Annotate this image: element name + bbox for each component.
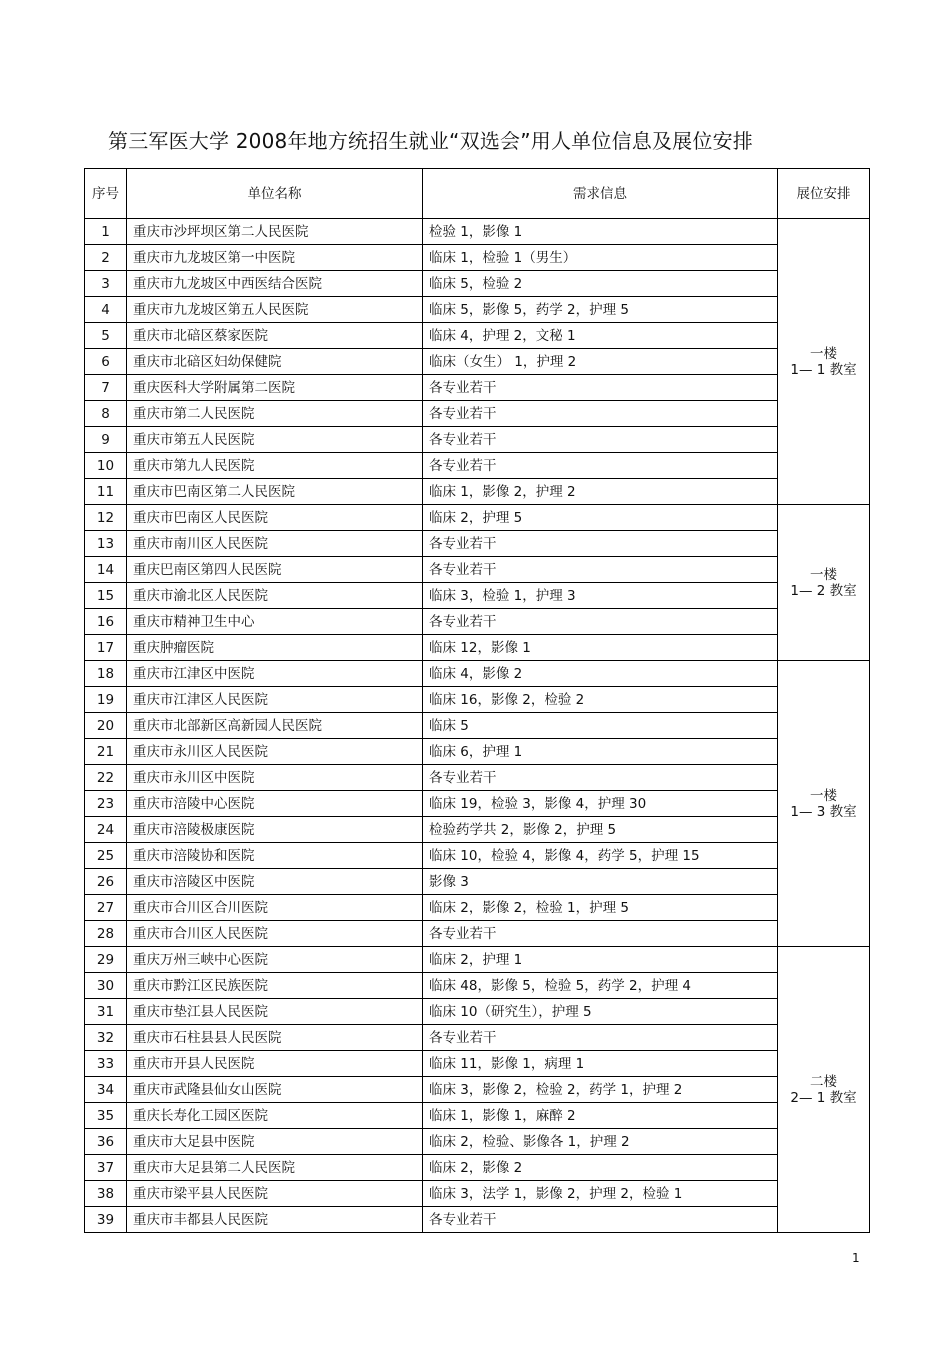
unit-name-cell: 重庆市北部新区高新园人民医院 — [127, 713, 423, 739]
unit-name-cell: 重庆肿瘤医院 — [127, 635, 423, 661]
table-row — [85, 635, 870, 661]
serial-number-cell: 8 — [85, 401, 127, 427]
table-row — [85, 973, 870, 999]
unit-name-cell: 重庆市永川区中医院 — [127, 765, 423, 791]
unit-name-cell: 重庆市石柱县县人民医院 — [127, 1025, 423, 1051]
table-row — [85, 739, 870, 765]
unit-name-cell: 重庆巴南区第四人民医院 — [127, 557, 423, 583]
serial-number-cell: 19 — [85, 687, 127, 713]
header-serial-number: 序号 — [85, 169, 127, 219]
unit-name-cell: 重庆长寿化工园区医院 — [127, 1103, 423, 1129]
unit-name-cell: 重庆市涪陵协和医院 — [127, 843, 423, 869]
demand-info-cell: 各专业若干 — [423, 921, 778, 947]
table-row — [85, 1077, 870, 1103]
table-row — [85, 1181, 870, 1207]
demand-info-cell: 临床 3，影像 2，检验 2，药学 1，护理 2 — [423, 1077, 778, 1103]
table-row — [85, 349, 870, 375]
unit-name-cell: 重庆市北碚区妇幼保健院 — [127, 349, 423, 375]
demand-info-cell: 临床 1，检验 1（男生） — [423, 245, 778, 271]
serial-number-cell: 29 — [85, 947, 127, 973]
demand-info-cell: 各专业若干 — [423, 609, 778, 635]
table-row — [85, 843, 870, 869]
unit-name-cell: 重庆市巴南区第二人民医院 — [127, 479, 423, 505]
table-row — [85, 947, 870, 973]
unit-name-cell: 重庆万州三峡中心医院 — [127, 947, 423, 973]
unit-name-cell: 重庆市沙坪坝区第二人民医院 — [127, 219, 423, 245]
table-row — [85, 583, 870, 609]
table-row — [85, 245, 870, 271]
table-row — [85, 791, 870, 817]
table-row — [85, 531, 870, 557]
table-row — [85, 323, 870, 349]
unit-name-cell: 重庆市巴南区人民医院 — [127, 505, 423, 531]
unit-name-cell: 重庆市开县人民医院 — [127, 1051, 423, 1077]
table-row — [85, 1025, 870, 1051]
unit-name-cell: 重庆市梁平县人民医院 — [127, 1181, 423, 1207]
demand-info-cell: 各专业若干 — [423, 557, 778, 583]
booth-room: 1— 3 教室 — [790, 803, 857, 820]
unit-name-cell: 重庆市大足县第二人民医院 — [127, 1155, 423, 1181]
demand-info-cell: 各专业若干 — [423, 375, 778, 401]
table-row — [85, 219, 870, 245]
demand-info-cell: 临床 2，影像 2，检验 1，护理 5 — [423, 895, 778, 921]
booth-room: 1— 1 教室 — [790, 361, 857, 378]
header-booth: 展位安排 — [778, 169, 870, 219]
table-row — [85, 1155, 870, 1181]
demand-info-cell: 临床 11，影像 1，病理 1 — [423, 1051, 778, 1077]
demand-info-cell: 临床 2，检验、影像各 1，护理 2 — [423, 1129, 778, 1155]
booth-room: 1— 2 教室 — [790, 582, 857, 599]
unit-name-cell: 重庆市精神卫生中心 — [127, 609, 423, 635]
serial-number-cell: 18 — [85, 661, 127, 687]
demand-info-cell: 影像 3 — [423, 869, 778, 895]
table-row — [85, 557, 870, 583]
table-row — [85, 453, 870, 479]
booth-cell — [778, 219, 870, 505]
serial-number-cell: 37 — [85, 1155, 127, 1181]
unit-name-cell: 重庆医科大学附属第二医院 — [127, 375, 423, 401]
demand-info-cell: 临床 6，护理 1 — [423, 739, 778, 765]
unit-name-cell: 重庆市九龙坡区第一中医院 — [127, 245, 423, 271]
table-row — [85, 687, 870, 713]
serial-number-cell: 24 — [85, 817, 127, 843]
demand-info-cell: 各专业若干 — [423, 1025, 778, 1051]
table-header-row — [85, 169, 870, 219]
serial-number-cell: 35 — [85, 1103, 127, 1129]
unit-name-cell: 重庆市渝北区人民医院 — [127, 583, 423, 609]
unit-name-cell: 重庆市合川区合川医院 — [127, 895, 423, 921]
booth-floor: 二楼 — [810, 1073, 837, 1090]
serial-number-cell: 2 — [85, 245, 127, 271]
table-row — [85, 271, 870, 297]
table-row — [85, 1129, 870, 1155]
booth-cell — [778, 505, 870, 661]
demand-info-cell: 临床 16，影像 2，检验 2 — [423, 687, 778, 713]
table-row — [85, 1207, 870, 1233]
unit-name-cell: 重庆市大足县中医院 — [127, 1129, 423, 1155]
serial-number-cell: 11 — [85, 479, 127, 505]
demand-info-cell: 临床 1，影像 2，护理 2 — [423, 479, 778, 505]
unit-name-cell: 重庆市涪陵极康医院 — [127, 817, 423, 843]
serial-number-cell: 39 — [85, 1207, 127, 1233]
unit-name-cell: 重庆市永川区人民医院 — [127, 739, 423, 765]
table-row — [85, 713, 870, 739]
unit-name-cell: 重庆市黔江区民族医院 — [127, 973, 423, 999]
unit-name-cell: 重庆市合川区人民医院 — [127, 921, 423, 947]
demand-info-cell: 临床 3，法学 1，影像 2，护理 2，检验 1 — [423, 1181, 778, 1207]
unit-name-cell: 重庆市垫江县人民医院 — [127, 999, 423, 1025]
booth-floor: 一楼 — [810, 345, 837, 362]
table-row — [85, 505, 870, 531]
table-row — [85, 869, 870, 895]
employer-table — [84, 168, 870, 1233]
demand-info-cell: 临床 19，检验 3，影像 4，护理 30 — [423, 791, 778, 817]
demand-info-cell: 检验 1，影像 1 — [423, 219, 778, 245]
serial-number-cell: 25 — [85, 843, 127, 869]
serial-number-cell: 7 — [85, 375, 127, 401]
unit-name-cell: 重庆市涪陵中心医院 — [127, 791, 423, 817]
unit-name-cell: 重庆市涪陵区中医院 — [127, 869, 423, 895]
table-row — [85, 1051, 870, 1077]
demand-info-cell: 临床 4，影像 2 — [423, 661, 778, 687]
serial-number-cell: 30 — [85, 973, 127, 999]
demand-info-cell: 临床 48，影像 5，检验 5，药学 2，护理 4 — [423, 973, 778, 999]
serial-number-cell: 26 — [85, 869, 127, 895]
serial-number-cell: 9 — [85, 427, 127, 453]
serial-number-cell: 3 — [85, 271, 127, 297]
unit-name-cell: 重庆市第九人民医院 — [127, 453, 423, 479]
demand-info-cell: 临床 5，检验 2 — [423, 271, 778, 297]
demand-info-cell: 临床 5 — [423, 713, 778, 739]
demand-info-cell: 临床 1，影像 1，麻醉 2 — [423, 1103, 778, 1129]
table-row — [85, 1103, 870, 1129]
table-row — [85, 297, 870, 323]
table-row — [85, 765, 870, 791]
booth-cell — [778, 947, 870, 1233]
demand-info-cell: 临床 10（研究生），护理 5 — [423, 999, 778, 1025]
unit-name-cell: 重庆市北碚区蔡家医院 — [127, 323, 423, 349]
demand-info-cell: 各专业若干 — [423, 427, 778, 453]
demand-info-cell: 临床 3，检验 1，护理 3 — [423, 583, 778, 609]
demand-info-cell: 各专业若干 — [423, 453, 778, 479]
unit-name-cell: 重庆市江津区人民医院 — [127, 687, 423, 713]
demand-info-cell: 临床 10，检验 4，影像 4，药学 5，护理 15 — [423, 843, 778, 869]
serial-number-cell: 10 — [85, 453, 127, 479]
serial-number-cell: 27 — [85, 895, 127, 921]
serial-number-cell: 15 — [85, 583, 127, 609]
demand-info-cell: 临床 5，影像 5，药学 2，护理 5 — [423, 297, 778, 323]
serial-number-cell: 5 — [85, 323, 127, 349]
unit-name-cell: 重庆市第二人民医院 — [127, 401, 423, 427]
serial-number-cell: 6 — [85, 349, 127, 375]
table-row — [85, 817, 870, 843]
serial-number-cell: 32 — [85, 1025, 127, 1051]
demand-info-cell: 各专业若干 — [423, 531, 778, 557]
demand-info-cell: 检验药学共 2，影像 2，护理 5 — [423, 817, 778, 843]
unit-name-cell: 重庆市江津区中医院 — [127, 661, 423, 687]
serial-number-cell: 28 — [85, 921, 127, 947]
demand-info-cell: 临床 2，护理 5 — [423, 505, 778, 531]
demand-info-cell: 临床 2，影像 2 — [423, 1155, 778, 1181]
table-row — [85, 609, 870, 635]
demand-info-cell: 临床 4，护理 2，文秘 1 — [423, 323, 778, 349]
demand-info-cell: 各专业若干 — [423, 765, 778, 791]
serial-number-cell: 17 — [85, 635, 127, 661]
demand-info-cell: 各专业若干 — [423, 401, 778, 427]
table-row — [85, 375, 870, 401]
serial-number-cell: 38 — [85, 1181, 127, 1207]
document-title: 第三军医大学 2008年地方统招生就业“双选会”用人单位信息及展位安排 — [108, 129, 753, 153]
demand-info-cell: 临床 12，影像 1 — [423, 635, 778, 661]
serial-number-cell: 36 — [85, 1129, 127, 1155]
booth-cell — [778, 661, 870, 947]
table-row — [85, 661, 870, 687]
booth-floor: 一楼 — [810, 566, 837, 583]
booth-floor: 一楼 — [810, 787, 837, 804]
header-unit-name: 单位名称 — [127, 169, 423, 219]
table-row — [85, 999, 870, 1025]
serial-number-cell: 23 — [85, 791, 127, 817]
table-row — [85, 895, 870, 921]
serial-number-cell: 34 — [85, 1077, 127, 1103]
serial-number-cell: 1 — [85, 219, 127, 245]
serial-number-cell: 20 — [85, 713, 127, 739]
table-row — [85, 479, 870, 505]
serial-number-cell: 12 — [85, 505, 127, 531]
unit-name-cell: 重庆市九龙坡区中西医结合医院 — [127, 271, 423, 297]
table-row — [85, 921, 870, 947]
unit-name-cell: 重庆市丰都县人民医院 — [127, 1207, 423, 1233]
table-row — [85, 401, 870, 427]
header-demand-info: 需求信息 — [423, 169, 778, 219]
serial-number-cell: 4 — [85, 297, 127, 323]
serial-number-cell: 14 — [85, 557, 127, 583]
table-body — [85, 219, 870, 1233]
serial-number-cell: 16 — [85, 609, 127, 635]
booth-room: 2— 1 教室 — [790, 1089, 857, 1106]
serial-number-cell: 21 — [85, 739, 127, 765]
serial-number-cell: 22 — [85, 765, 127, 791]
page-number: 1 — [852, 1251, 860, 1265]
serial-number-cell: 13 — [85, 531, 127, 557]
demand-info-cell: 临床（女生） 1，护理 2 — [423, 349, 778, 375]
unit-name-cell: 重庆市武隆县仙女山医院 — [127, 1077, 423, 1103]
unit-name-cell: 重庆市南川区人民医院 — [127, 531, 423, 557]
serial-number-cell: 33 — [85, 1051, 127, 1077]
demand-info-cell: 临床 2，护理 1 — [423, 947, 778, 973]
unit-name-cell: 重庆市九龙坡区第五人民医院 — [127, 297, 423, 323]
demand-info-cell: 各专业若干 — [423, 1207, 778, 1233]
unit-name-cell: 重庆市第五人民医院 — [127, 427, 423, 453]
table-row — [85, 427, 870, 453]
serial-number-cell: 31 — [85, 999, 127, 1025]
